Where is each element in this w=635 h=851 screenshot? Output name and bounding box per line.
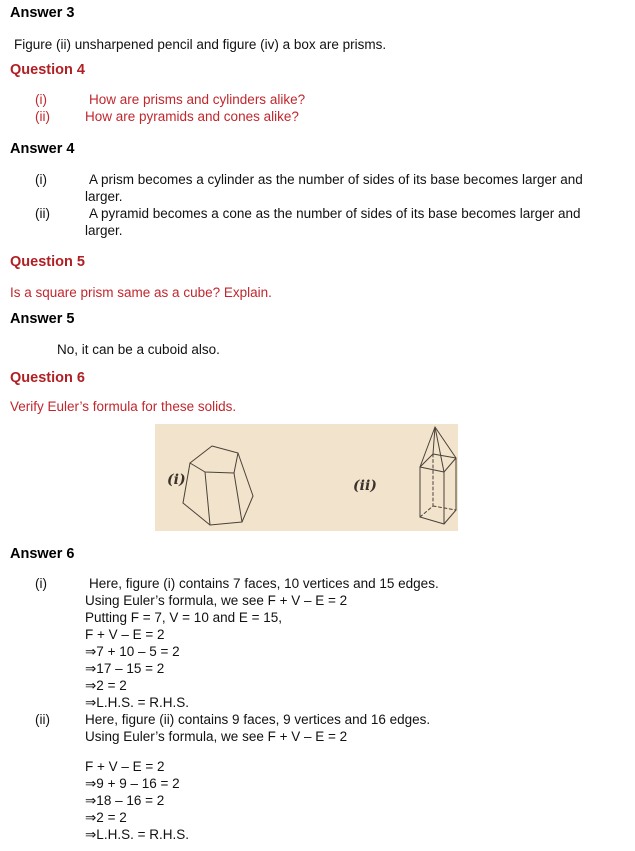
text-line: ⇒2 = 2	[85, 810, 127, 825]
text-line: Using Euler’s formula, we see F + V – E = 2	[85, 729, 348, 744]
answer4-list	[10, 171, 625, 239]
text-line: ⇒17 – 15 = 2	[85, 661, 165, 676]
text-line: ⇒7 + 10 – 5 = 2	[85, 644, 180, 659]
question4-item-i-text: How are prisms and cylinders alike?	[89, 92, 306, 107]
answer3-heading: Answer 3	[10, 5, 75, 21]
question6-figure-panel	[155, 424, 458, 531]
list-marker: (i)	[35, 172, 47, 187]
text-line: F + V – E = 2	[85, 627, 165, 642]
question5-text: Is a square prism same as a cube? Explain.	[10, 285, 272, 300]
answer6-item-i-lines	[85, 575, 625, 711]
text-line: A pyramid becomes a cone as the number of sides of its base becomes larger and	[89, 206, 581, 221]
question4-item-ii-text: How are pyramids and cones alike?	[85, 109, 299, 124]
answer4-item-ii	[10, 205, 625, 239]
pentagonal-prism-figure	[182, 443, 254, 529]
list-marker: (ii)	[35, 712, 50, 727]
text-line: ⇒18 – 16 = 2	[85, 793, 165, 808]
text-line: A prism becomes a cylinder as the number of sides of its base becomes larger and	[89, 172, 583, 187]
text-line: F + V – E = 2	[85, 759, 165, 774]
text-line: Putting F = 7, V = 10 and E = 15,	[85, 610, 283, 625]
question5-heading: Question 5	[10, 254, 85, 270]
text-line: ⇒9 + 9 – 16 = 2	[85, 776, 180, 791]
list-marker: (ii)	[35, 206, 50, 221]
answer6-body	[10, 575, 625, 843]
answer6-item-ii	[10, 711, 625, 843]
text-line: ⇒L.H.S. = R.H.S.	[85, 695, 189, 710]
answer4-item-i	[10, 171, 625, 205]
answer4-item-i-text	[85, 171, 625, 205]
list-marker: (ii)	[35, 109, 50, 124]
question4-item-i	[10, 91, 625, 108]
text-line: Here, figure (i) contains 7 faces, 10 vertices and 15 edges.	[89, 576, 439, 591]
text-line: larger.	[85, 223, 123, 238]
answer6-item-ii-lines	[85, 711, 625, 843]
figure-i-label: (i)	[167, 472, 186, 488]
question4-item-ii	[10, 108, 625, 125]
answer5-text: No, it can be a cuboid also.	[57, 342, 220, 357]
answer4-item-ii-text	[85, 205, 625, 239]
answer4-heading: Answer 4	[10, 141, 75, 157]
text-line: ⇒2 = 2	[85, 678, 127, 693]
answer5-heading: Answer 5	[10, 311, 75, 327]
question6-text: Verify Euler’s formula for these solids.	[10, 399, 237, 414]
text-line: Using Euler’s formula, we see F + V – E = 2	[85, 593, 348, 608]
question4-heading: Question 4	[10, 62, 85, 78]
list-marker: (i)	[35, 576, 47, 591]
text-line: larger.	[85, 189, 123, 204]
question6-heading: Question 6	[10, 370, 85, 386]
square-prism-with-pyramid-figure	[413, 425, 459, 529]
text-line: ⇒L.H.S. = R.H.S.	[85, 827, 189, 842]
figure-ii-label: (ii)	[353, 478, 377, 494]
answer6-heading: Answer 6	[10, 546, 75, 562]
text-line: Here, figure (ii) contains 9 faces, 9 vertices and 16 edges.	[85, 712, 431, 727]
answer3-text: Figure (ii) unsharpened pencil and figure (iv) a box are prisms.	[14, 37, 387, 52]
list-marker: (i)	[35, 92, 47, 107]
question4-list	[10, 91, 625, 125]
answer6-item-i	[10, 575, 625, 711]
